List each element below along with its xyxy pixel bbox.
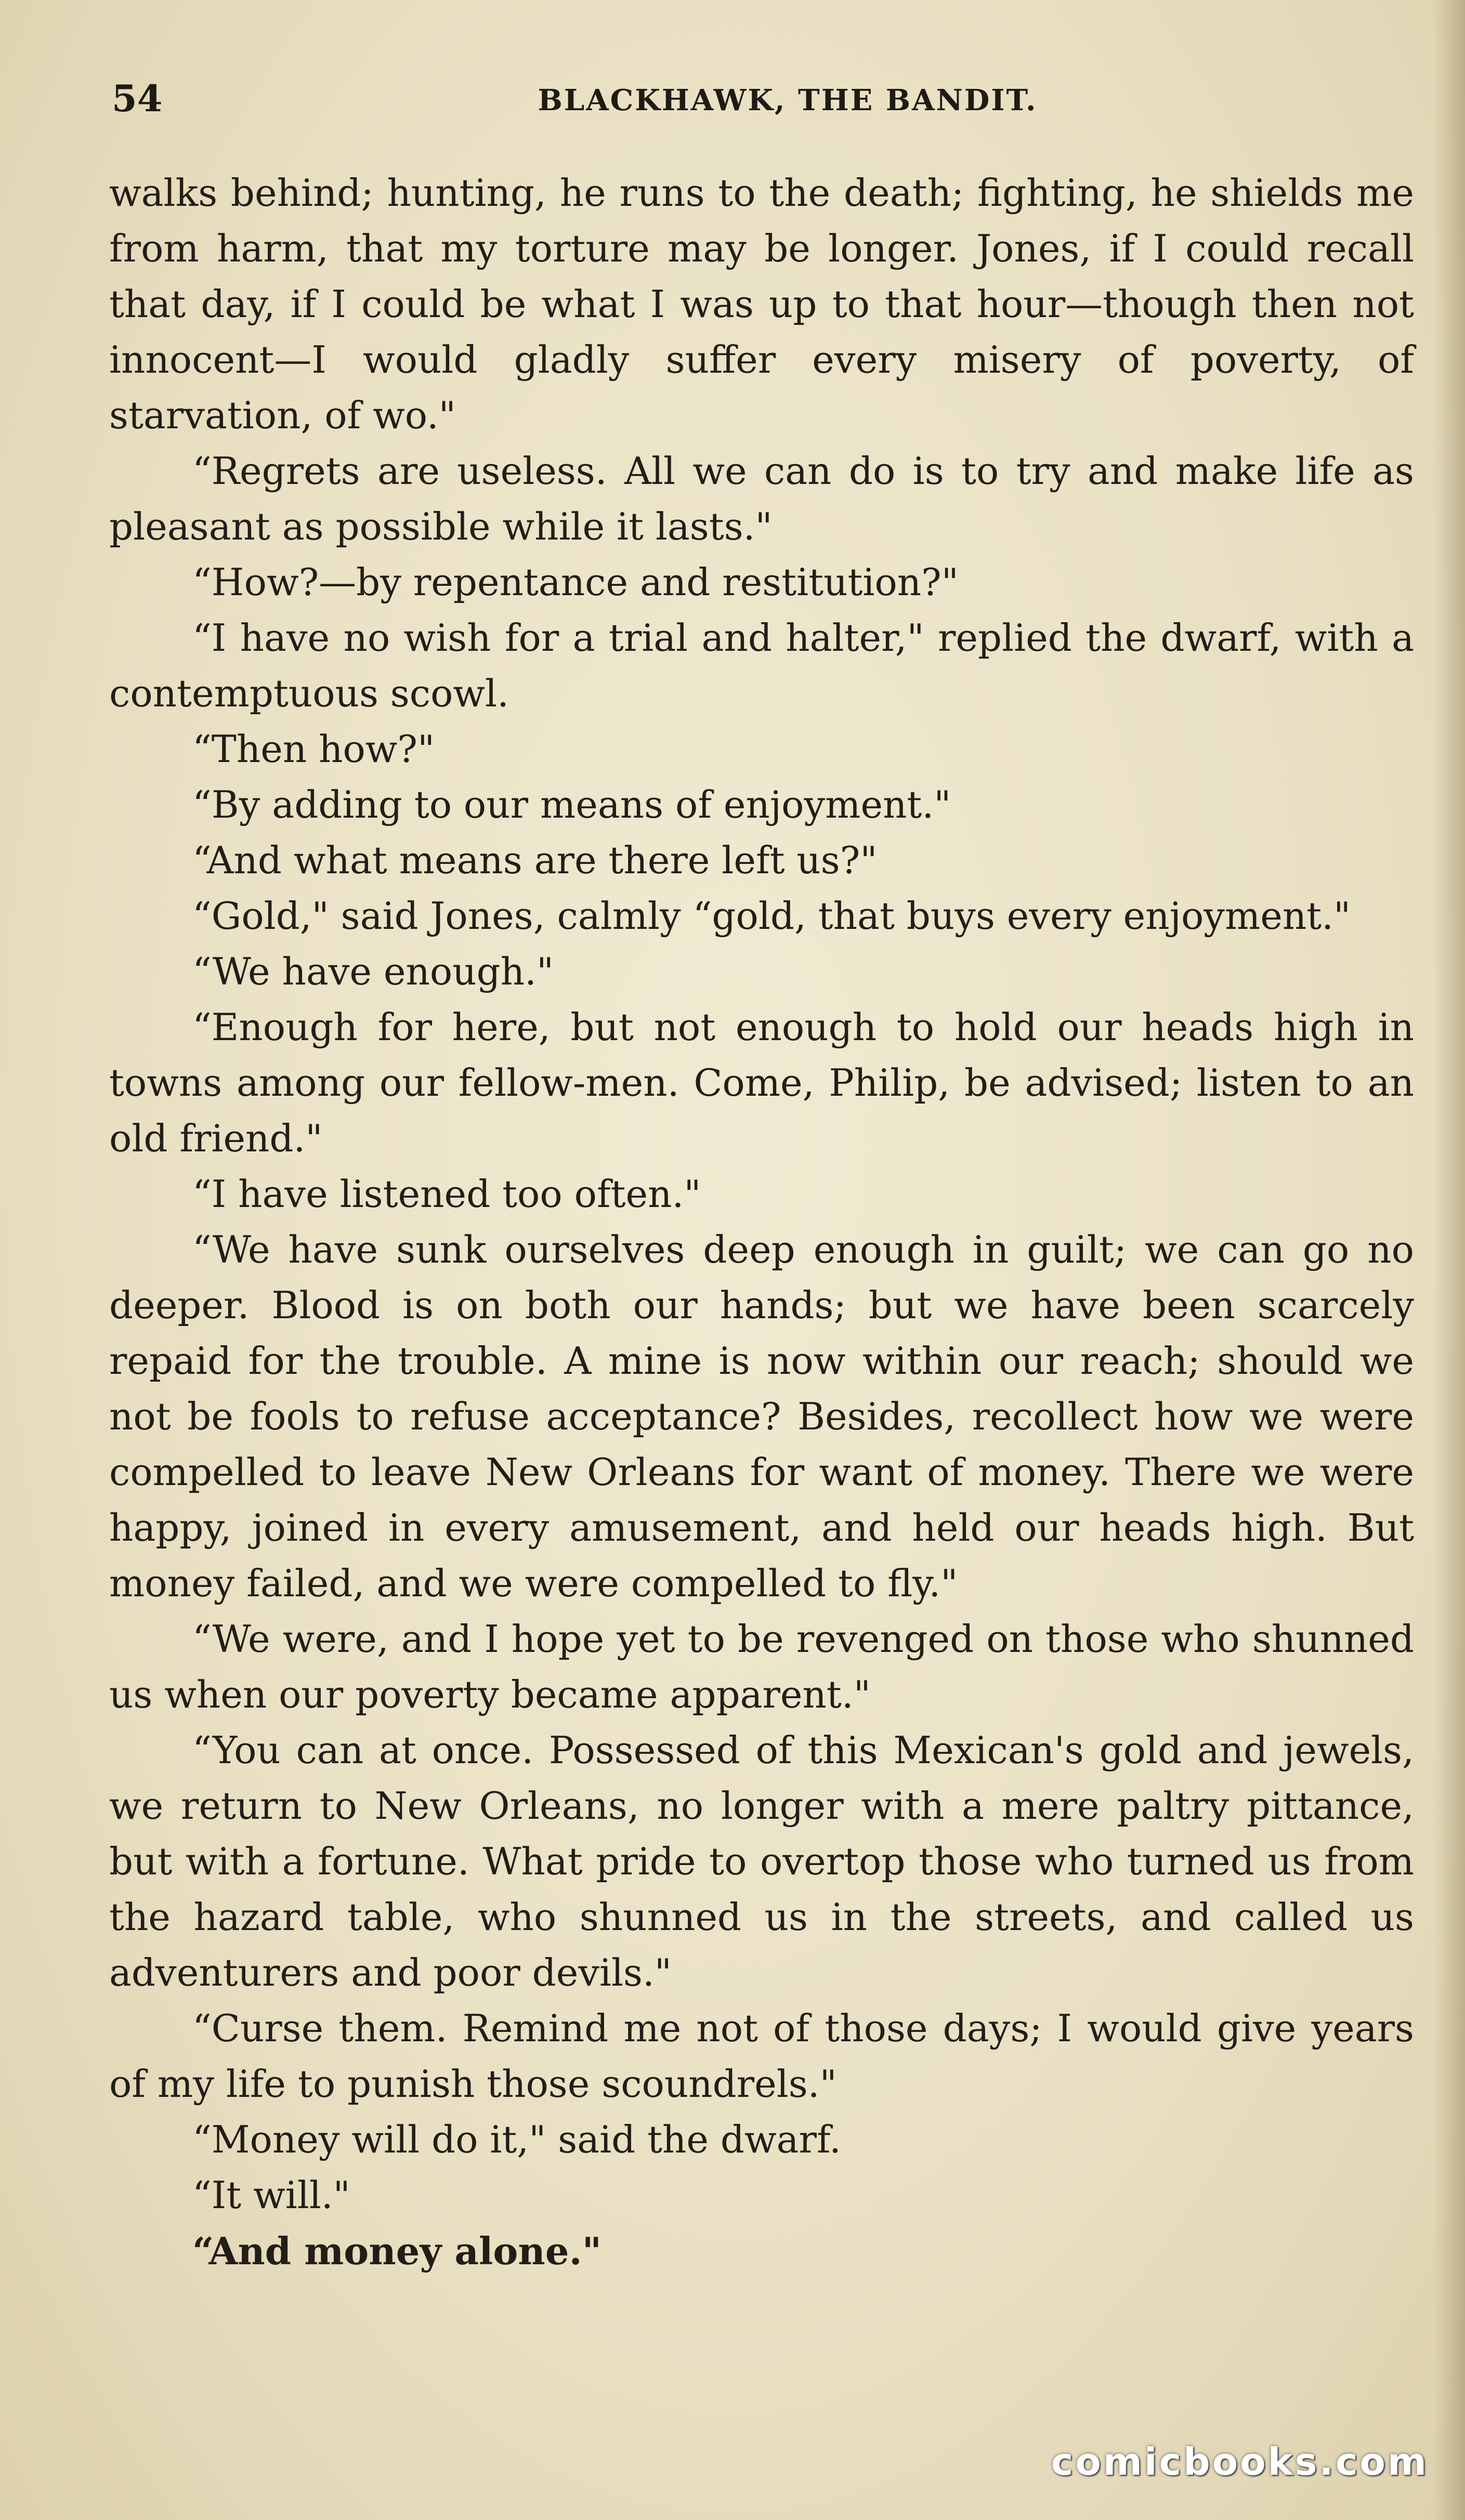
page-number: 54: [112, 77, 163, 120]
paragraph: “We were, and I hope yet to be revenged on those who shunned us when our poverty became apparent.": [109, 1617, 1414, 1716]
paragraph: “Regrets are useless. All we can do is to try and make life as pleasant as possible while it lasts.": [109, 449, 1414, 548]
paragraph: “I have no wish for a trial and halter," replied the dwarf, with a contemptuous scowl.: [109, 616, 1414, 715]
paragraph: “By adding to our means of enjoyment.": [192, 783, 951, 826]
paragraph: “How?—by repentance and restitution?": [192, 560, 959, 604]
paragraph: “Curse them. Remind me not of those days; I would give years of my life to punish those scoundrels.": [109, 2006, 1414, 2106]
paragraph: “I have listened too often.": [192, 1172, 701, 1216]
paragraph: “It will.": [192, 2173, 350, 2217]
paragraph: “And what means are there left us?": [192, 838, 878, 882]
paragraph: “Then how?": [192, 727, 435, 771]
paragraph: “Enough for here, but not enough to hold our heads high in towns among our fellow-men. Come, Philip, be advised; listen to an old friend.": [109, 1005, 1414, 1160]
body-text: [109, 165, 1414, 2279]
paragraph: “Money will do it," said the dwarf.: [192, 2118, 841, 2161]
watermark: comicbooks.com: [1051, 2440, 1429, 2484]
running-title: BLACKHAWK, THE BANDIT.: [538, 83, 1038, 117]
paragraph: “We have enough.": [192, 950, 554, 993]
paragraph: “Gold," said Jones, calmly “gold, that buys every enjoyment.": [192, 894, 1351, 938]
paragraph: walks behind; hunting, he runs to the death; fighting, he shields me from harm, that my torture may be longer. Jones, if I could recall that day, if I could be what I was up to that hour—though then not innocent—I would gladly suffer every misery of poverty, of starvation, of wo.": [109, 171, 1414, 437]
paragraph: “And money alone.": [192, 2229, 602, 2273]
paragraph: “You can at once. Possessed of this Mexican's gold and jewels, we return to New Orleans, no longer with a mere paltry pittance, but with a fortune. What pride to overtop those who turned us from the hazard table, who shunned us in the streets, and called us adventurers and poor devils.": [109, 1728, 1414, 1994]
paragraph: “We have sunk ourselves deep enough in guilt; we can go no deeper. Blood is on both our hands; but we have been scarcely repaid for the trouble. A mine is now within our reach; should we not be fools to refuse acceptance? Besides, recollect how we were compelled to leave New Orleans for want of money. There we were happy, joined in every amusement, and held our heads high. But money failed, and we were compelled to fly.": [109, 1228, 1414, 1605]
page-edge-shadow: [1434, 0, 1465, 2520]
page-header: [112, 68, 1406, 130]
